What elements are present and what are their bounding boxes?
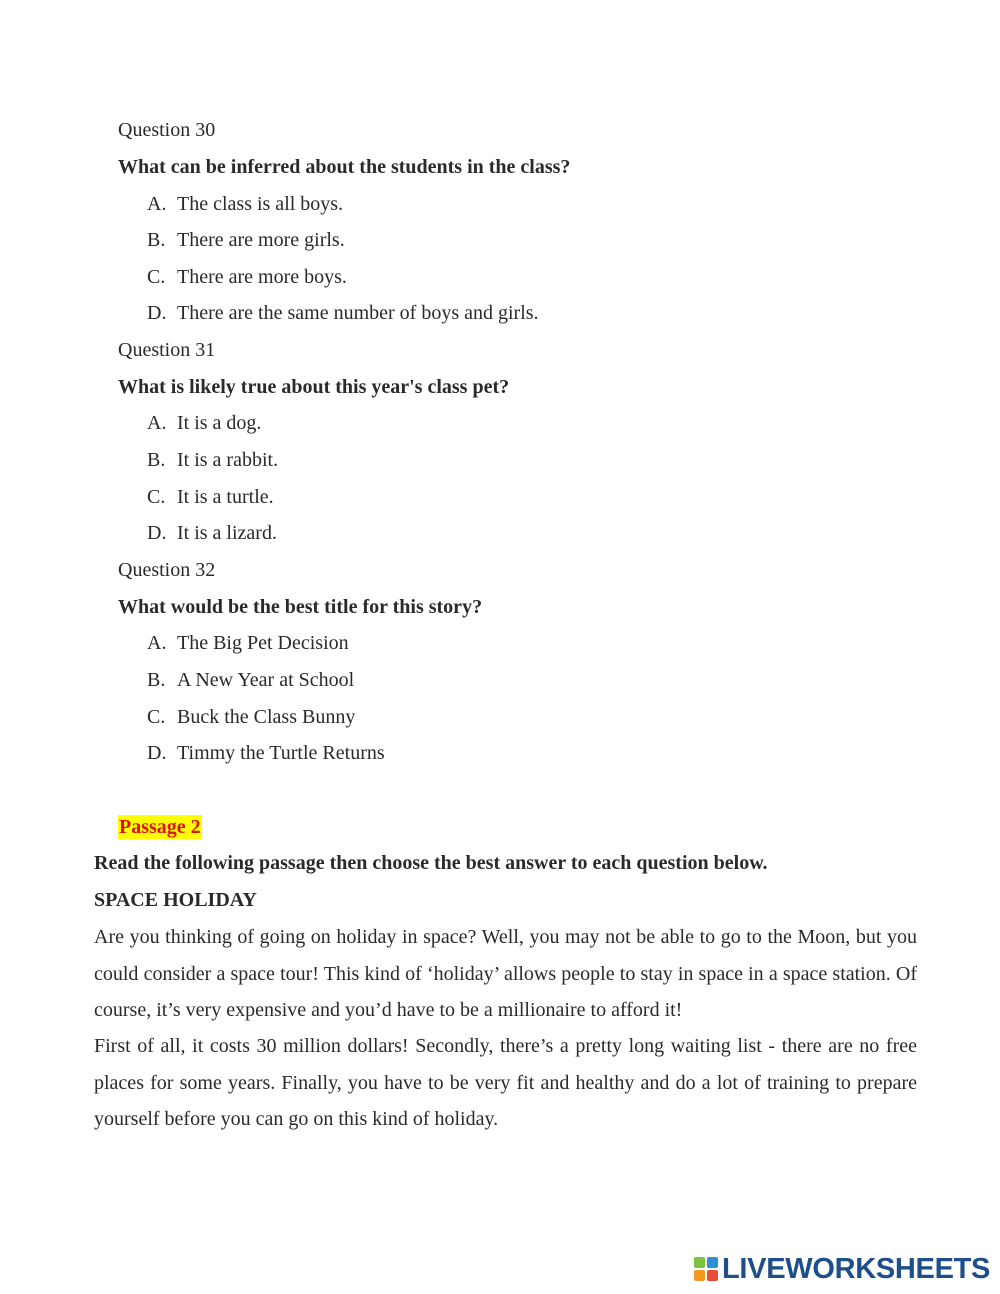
question-31-option-b[interactable] <box>147 448 278 472</box>
option-text: It is a turtle. <box>177 486 274 508</box>
option-letter: D. <box>147 302 167 324</box>
logo-square-green <box>694 1257 705 1268</box>
option-letter: A. <box>147 632 167 654</box>
option-letter: C. <box>147 266 166 288</box>
logo-square-orange <box>694 1270 705 1281</box>
passage-tag: Passage 2 <box>119 816 201 838</box>
option-text: It is a rabbit. <box>177 449 279 471</box>
passage-instruction: Read the following passage then choose the best answer to each question below. <box>94 852 768 874</box>
question-30-label: Question 30 <box>118 119 216 141</box>
question-31-option-c[interactable] <box>147 485 274 509</box>
story-title: SPACE HOLIDAY <box>94 889 257 911</box>
option-text: The class is all boys. <box>177 193 344 215</box>
question-30-text: What can be inferred about the students in the class? <box>118 156 571 178</box>
question-32-option-b[interactable] <box>147 668 354 692</box>
option-letter: C. <box>147 706 166 728</box>
option-text: Timmy the Turtle Returns <box>177 742 385 764</box>
liveworksheets-logo[interactable] <box>694 1254 990 1284</box>
question-30-option-a[interactable] <box>147 192 343 216</box>
option-text: It is a lizard. <box>177 522 277 544</box>
question-31-label: Question 31 <box>118 339 216 361</box>
logo-square-red <box>707 1270 718 1281</box>
logo-mark-icon <box>694 1257 718 1281</box>
question-32-option-c[interactable] <box>147 705 355 729</box>
option-letter: B. <box>147 449 166 471</box>
option-letter: D. <box>147 522 167 544</box>
question-32-text: What would be the best title for this story? <box>118 596 483 618</box>
option-text: The Big Pet Decision <box>177 632 349 654</box>
option-text: There are the same number of boys and girls. <box>177 302 539 324</box>
question-32-label: Question 32 <box>118 559 216 581</box>
question-30-option-b[interactable] <box>147 228 345 252</box>
option-text: A New Year at School <box>177 669 355 691</box>
logo-square-blue <box>707 1257 718 1268</box>
passage-paragraph-1: Are you thinking of going on holiday in space? Well, you may not be able to go to the Moon, but you could consider a space tour! This kind of ‘holiday’ allows people to stay in space in a space station. Of course, it’s very expensive and you’d have to be a millionaire to afford it! <box>94 926 917 1021</box>
question-32-option-a[interactable] <box>147 631 349 655</box>
question-31-option-d[interactable] <box>147 521 277 545</box>
option-text: There are more boys. <box>177 266 347 288</box>
passage-paragraph-2: First of all, it costs 30 million dollars! Secondly, there’s a pretty long waiting list - there are no free places for some years. Finally, you have to be very fit and healthy and do a lot of training to prepare yourself before you can go on this kind of holiday. <box>94 1035 917 1130</box>
question-30-option-c[interactable] <box>147 265 347 289</box>
option-letter: C. <box>147 486 166 508</box>
logo-wordmark: LIVEWORKSHEETS <box>722 1252 991 1285</box>
option-letter: B. <box>147 229 166 251</box>
option-letter: D. <box>147 742 167 764</box>
question-30-option-d[interactable] <box>147 301 539 325</box>
option-text: There are more girls. <box>177 229 345 251</box>
option-letter: A. <box>147 193 167 215</box>
option-text: It is a dog. <box>177 412 262 434</box>
question-31-option-a[interactable] <box>147 411 261 435</box>
option-letter: B. <box>147 669 166 691</box>
question-31-text: What is likely true about this year's class pet? <box>118 376 510 398</box>
option-text: Buck the Class Bunny <box>177 706 356 728</box>
option-letter: A. <box>147 412 167 434</box>
question-32-option-d[interactable] <box>147 741 385 765</box>
